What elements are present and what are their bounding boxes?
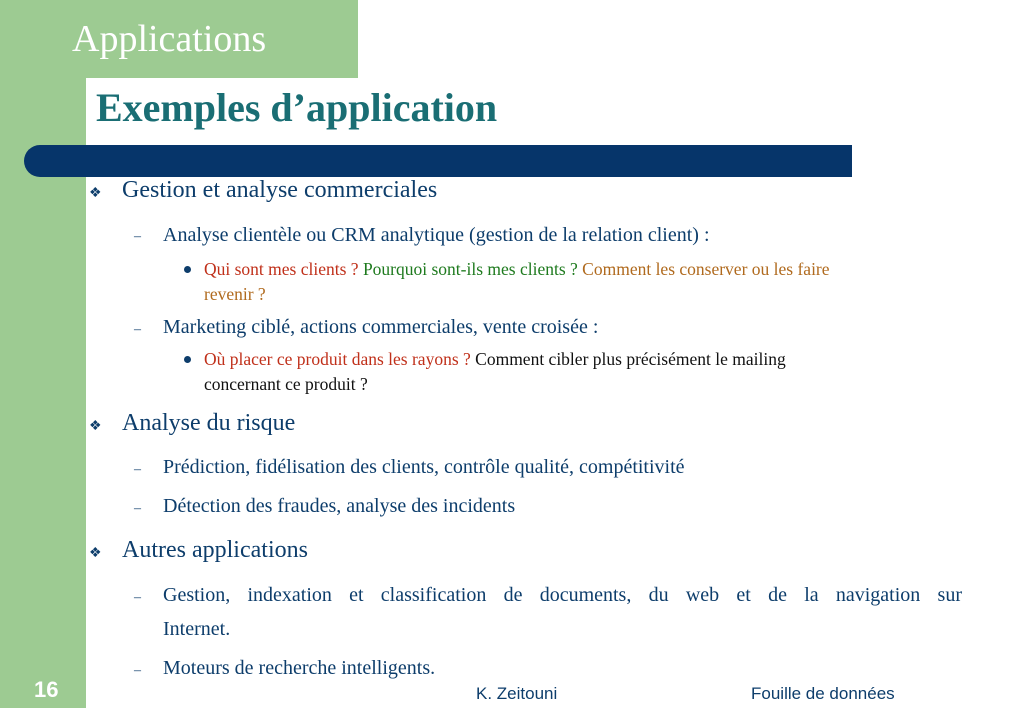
question-text: revenir ?	[204, 284, 266, 304]
subitem-text: Analyse clientèle ou CRM analytique (gestion de la relation client) :	[163, 224, 710, 246]
footer-course: Fouille de données	[751, 684, 895, 703]
dash-bullet-icon: –	[134, 229, 141, 244]
title-underline-bar	[24, 145, 852, 177]
subsubitem-text	[204, 259, 830, 280]
section-heading: Gestion et analyse commerciales	[122, 177, 438, 203]
subsubitem-text	[204, 349, 786, 370]
subitem-text: Prédiction, fidélisation des clients, contrôle qualité, compétitivité	[163, 456, 685, 478]
dot-bullet-icon	[184, 356, 191, 363]
left-sidebar-band	[0, 0, 86, 708]
question-text: concernant ce produit ?	[204, 374, 368, 394]
subitem-text: Moteurs de recherche intelligents.	[163, 657, 436, 679]
dash-bullet-icon: –	[134, 462, 141, 477]
dash-bullet-icon: –	[134, 501, 141, 516]
question-text: Comment cibler plus précisément le mailing	[475, 349, 786, 369]
question-text: Pourquoi sont-ils mes clients ?	[362, 259, 578, 279]
diamond-bullet-icon: ❖	[89, 419, 102, 434]
diamond-bullet-icon: ❖	[89, 186, 102, 201]
dot-bullet-icon	[184, 266, 191, 273]
subitem-text: Détection des fraudes, analyse des incidents	[163, 495, 516, 517]
page-number: 16	[34, 677, 59, 702]
subitem-text: Gestion, indexation et classification de documents, du web et de la navigation sur	[163, 584, 962, 606]
question-text: Qui sont mes clients ?	[204, 259, 359, 279]
subitem-text: Marketing ciblé, actions commerciales, vente croisée :	[163, 316, 599, 338]
dash-bullet-icon: –	[134, 663, 141, 678]
question-text: Comment les conserver ou les faire	[582, 259, 830, 279]
section-heading: Analyse du risque	[122, 410, 296, 436]
footer-author: K. Zeitouni	[476, 684, 558, 703]
diamond-bullet-icon: ❖	[89, 546, 102, 561]
subitem-text: Internet.	[163, 618, 231, 640]
slide-title: Exemples d’application	[96, 85, 498, 130]
dash-bullet-icon: –	[134, 590, 141, 605]
section-title: Applications	[72, 18, 267, 60]
dash-bullet-icon: –	[134, 322, 141, 337]
section-heading: Autres applications	[122, 537, 308, 563]
question-text: Où placer ce produit dans les rayons ?	[204, 349, 471, 369]
